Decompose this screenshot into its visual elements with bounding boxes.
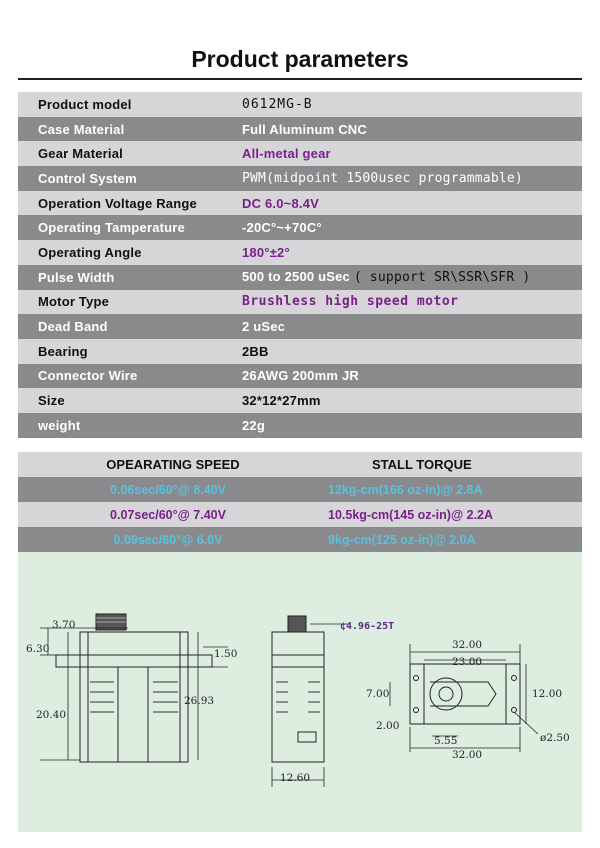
dim-12-00: 12.00 — [532, 688, 563, 700]
spec-value: 2 uSec — [242, 319, 286, 335]
dim-6-30: 6.30 — [26, 643, 50, 655]
torque-value: 12kg-cm(166 oz-in)@ 2.8A — [328, 482, 483, 497]
output-spline-side — [288, 616, 306, 632]
pulse-width-support: ( support SR\SSR\SFR ) — [353, 270, 531, 286]
spec-label: Motor Type — [38, 294, 110, 310]
spec-value: 22g — [242, 417, 266, 433]
dim-2-00: 2.00 — [376, 720, 400, 732]
spec-row-bearing — [18, 339, 582, 364]
spec-value: Brushless high speed motor — [242, 294, 459, 310]
spec-row-control — [18, 166, 582, 191]
spec-row-size — [18, 388, 582, 413]
spec-label: Pulse Width — [38, 269, 115, 285]
servo-front-body — [80, 632, 188, 762]
spec-row-gear — [18, 141, 582, 166]
torque-value: 10.5kg-cm(145 oz-in)@ 2.2A — [328, 507, 494, 522]
torque-header: STALL TORQUE — [372, 457, 472, 472]
speed-header: OPEARATING SPEED — [106, 457, 240, 472]
technical-drawing — [18, 552, 582, 832]
servo-top-body — [410, 664, 520, 724]
spec-label: Case Material — [38, 121, 125, 137]
spec-value: Full Aluminum CNC — [242, 121, 367, 137]
spec-label: Operation Voltage Range — [38, 195, 197, 211]
spec-row-model — [18, 92, 582, 117]
mount-flange-front — [56, 655, 212, 667]
dim-spline: ¢4.96-25T — [340, 621, 395, 632]
pulse-width-value: 500 to 2500 uSec — [242, 269, 350, 285]
dim-26-93: 26.93 — [184, 695, 215, 707]
spec-label: Size — [38, 393, 65, 409]
dim-1-50: 1.50 — [214, 648, 238, 660]
spec-row-connector — [18, 364, 582, 389]
speed-value: 0.09sec/60°@ 6.0V — [113, 532, 223, 547]
title-divider — [18, 78, 582, 80]
page-title: Product parameters — [191, 46, 409, 72]
speed-value: 0.06sec/60°@ 8.40V — [110, 482, 226, 497]
dim-20-40: 20.40 — [36, 709, 67, 721]
dim-5-55: 5.55 — [434, 735, 458, 747]
spec-row-motor — [18, 290, 582, 315]
spec-row-pulse — [18, 265, 582, 290]
spec-label: Connector Wire — [38, 368, 138, 384]
spec-label: Operating Tamperature — [38, 220, 185, 236]
spec-value: 26AWG 200mm JR — [242, 368, 359, 384]
spec-value: All-metal gear — [242, 146, 331, 162]
spec-value: 32*12*27mm — [242, 393, 321, 409]
spec-value: 2BB — [242, 343, 269, 359]
spec-row-deadband — [18, 314, 582, 339]
torque-value: 9kg-cm(125 oz-in)@ 2.0A — [328, 532, 476, 547]
spec-row-case — [18, 117, 582, 142]
spec-label: Operating Angle — [38, 244, 142, 260]
spec-table — [18, 92, 582, 438]
spec-value: 180°±2° — [242, 244, 290, 260]
spec-row-weight — [18, 413, 582, 438]
spec-row-voltage — [18, 191, 582, 216]
spec-label: weight — [38, 417, 81, 433]
speed-value: 0.07sec/60°@ 7.40V — [110, 507, 226, 522]
spec-row-temperature — [18, 215, 582, 240]
dim-3-70: 3.70 — [52, 619, 76, 631]
spec-value: DC 6.0~8.4V — [242, 195, 319, 211]
spec-label: Bearing — [38, 343, 88, 359]
performance-row — [18, 502, 582, 527]
performance-table — [18, 452, 582, 552]
spec-label: Control System — [38, 170, 137, 186]
performance-row — [18, 527, 582, 552]
dim-2-50: ø2.50 — [540, 732, 570, 744]
horn-circle — [430, 678, 462, 710]
spec-label: Gear Material — [38, 146, 123, 162]
dimension-drawing-svg — [18, 552, 582, 832]
spec-value — [240, 269, 582, 285]
dim-12-60: 12.60 — [280, 772, 311, 784]
dim-32-00-top: 32.00 — [452, 639, 483, 651]
performance-row — [18, 477, 582, 502]
performance-header — [18, 452, 582, 477]
dim-23-00: 23.00 — [452, 656, 483, 668]
spec-value: -20C°~+70C° — [242, 220, 322, 236]
spec-value: PWM(midpoint 1500usec programmable) — [242, 170, 523, 186]
spec-label: Dead Band — [38, 319, 108, 335]
dim-7-00: 7.00 — [366, 688, 390, 700]
spec-label: Product model — [38, 96, 132, 112]
spec-value: 0612MG-B — [242, 96, 313, 112]
spec-row-angle — [18, 240, 582, 265]
dim-32-00-bottom: 32.00 — [452, 749, 483, 761]
